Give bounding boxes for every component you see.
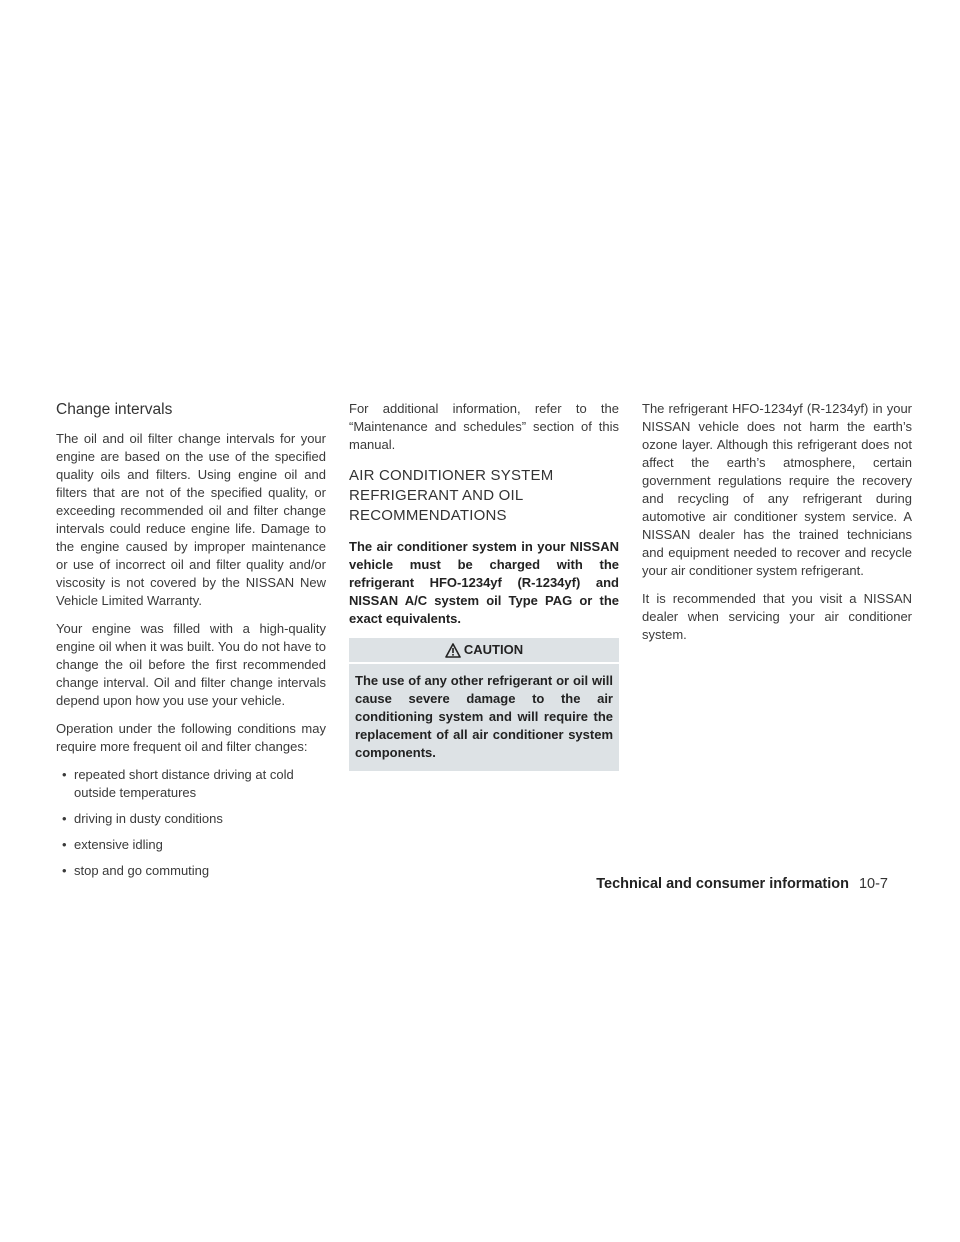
bullet-icon: • bbox=[62, 811, 67, 826]
footer-section-title: Technical and consumer information bbox=[596, 876, 849, 892]
paragraph-intervals: The oil and oil filter change intervals for your engine are based on the use of the specified quality oils and filters. Using engine oil and filters that are not of the specified quality, or exceeding recommended oil and filter change intervals could reduce engine life. Damage to the engine caused by improper maintenance or use of incorrect oil and filter quality and/or viscosity is not covered by the NISSAN New Vehicle Limited Warranty. bbox=[56, 431, 326, 608]
column-1 bbox=[56, 400, 326, 888]
column-3 bbox=[642, 400, 912, 654]
caution-text: The use of any other refrigerant or oil will cause severe damage to the air conditioning system and will require the replacement of all air conditioner system components. bbox=[355, 673, 613, 760]
warning-triangle-icon bbox=[445, 643, 461, 658]
paragraph-recommend-dealer: It is recommended that you visit a NISSAN dealer when servicing your air conditioner system. bbox=[642, 591, 912, 642]
list-item: • extensive idling bbox=[62, 837, 163, 852]
paragraph-refrigerant: The refrigerant HFO-1234yf (R-1234yf) in your NISSAN vehicle does not harm the earth’s ozone layer. Although this refrigerant does not affect the earth’s atmosphere, certain government regulations require the recovery and recycling of any refrigerant during automotive air conditioner system service. A NISSAN dealer has the trained technicians and equipment needed to recover and recycle your air conditioner system refrigerant. bbox=[642, 401, 912, 578]
conditions-list bbox=[56, 766, 326, 880]
ac-bold-intro: The air conditioner system in your NISSAN vehicle must be charged with the refrigerant HFO-1234yf (R-1234yf) and NISSAN A/C system oil Type PAG or the exact equivalents. bbox=[349, 539, 619, 626]
caution-box bbox=[349, 638, 619, 771]
bullet-icon: • bbox=[62, 837, 67, 852]
paragraph-additional-info: For additional information, refer to the “Maintenance and schedules” section of this manual. bbox=[349, 401, 619, 452]
bullet-icon: • bbox=[62, 863, 67, 878]
ac-section-heading: AIR CONDITIONER SYSTEM REFRIGERANT AND OIL RECOMMENDATIONS bbox=[349, 467, 554, 524]
caution-header bbox=[349, 638, 619, 664]
caution-title: CAUTION bbox=[463, 642, 524, 657]
paragraph-factory-oil: Your engine was filled with a high-quality engine oil when it was built. You do not have to change the oil before the first recommended change interval. Oil and filter change intervals depend upon how you use your vehicle. bbox=[56, 621, 326, 708]
list-item: • repeated short distance driving at cold outside temperatures bbox=[62, 767, 294, 800]
column-2 bbox=[349, 400, 619, 771]
page-footer bbox=[596, 876, 888, 892]
list-item: • stop and go commuting bbox=[62, 863, 210, 878]
paragraph-conditions: Operation under the following conditions may require more frequent oil and filter changes: bbox=[56, 721, 326, 754]
page-number: 10-7 bbox=[858, 876, 888, 892]
change-intervals-heading: Change intervals bbox=[56, 401, 173, 418]
list-item: • driving in dusty conditions bbox=[62, 811, 223, 826]
bullet-icon: • bbox=[62, 767, 67, 782]
